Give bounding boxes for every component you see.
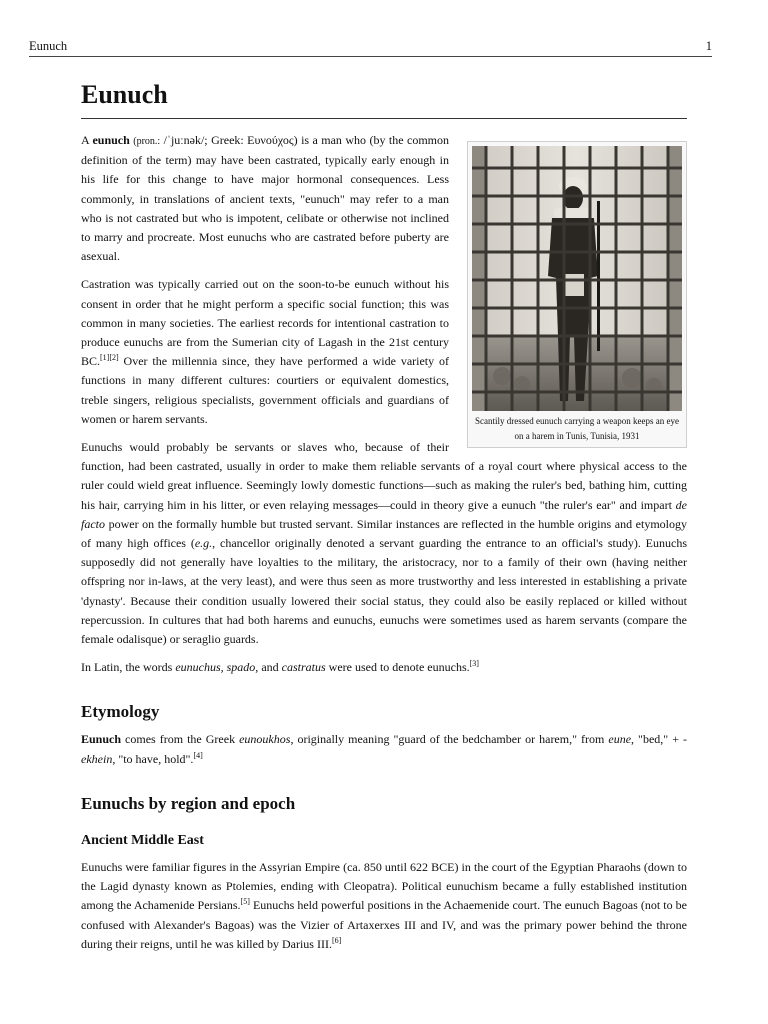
servants-text-2: power on the formally humble but trusted servant. Similar instances are reflected in the humble origins and etymology of many high offices ( xyxy=(81,516,687,551)
eg: e.g. xyxy=(194,536,213,551)
etymology-term: Eunuch xyxy=(81,732,122,747)
latin-paragraph xyxy=(81,658,687,677)
ref-6[interactable]: [6] xyxy=(331,935,342,945)
ancient-paragraph xyxy=(81,858,687,954)
ref-4[interactable]: [4] xyxy=(193,750,203,760)
castration-text-rest: Over the millennia since, they have performed a wide variety of functions in many different cultures: courtiers or equivalent domestics, treble singers, religious specialists, government officials and guardians of women or harem servants. xyxy=(81,354,449,426)
etymology-ekhein: ekhein xyxy=(81,751,113,766)
ancient-t1: Eunuchs were familiar figures in the Assyrian Empire (ca. 850 until 622 BCE) in the court of the Egyptian Pharaohs (down to the Lagid dynasty known as Ptolemies, ending with Cleopatra). Political eunuchism became a fully established institution among the Achamenide Persians. xyxy=(81,859,687,913)
term-eunuch: eunuch xyxy=(92,133,130,147)
etymology-eunoukhos: eunoukhos xyxy=(239,732,291,747)
latin-and: and xyxy=(258,660,282,675)
castration-text: Castration was typically carried out on the soon-to-be eunuch without his consent in order that he might perform a specific social function; this was common in many societies. The earliest records for intentional castration to produce eunuchs are from the Sumerian city of Lagash in the 21st century BC. xyxy=(81,277,449,369)
article-body xyxy=(81,131,687,963)
latin-castratus: castratus xyxy=(281,660,326,675)
pron-link[interactable]: (pron.: xyxy=(133,136,161,147)
running-header xyxy=(29,38,712,54)
header-rule xyxy=(29,56,712,57)
servants-text-3: , chancellor originally denoted a servant guarding the entrance to an official's study). Eunuchs supposedly did not generally have loyalties to the military, the aristocracy, nor to a family of their own (having neither offspring nor in-laws, at the very least), and were thus seen as more trustworthy and less interested in establishing a private 'dynasty'. Because their condition usually lowered their social status, they could also be easily replaced or killed without repercussion. In cultures that had both harems and eunuchs, eunuchs were sometimes used as harem servants (compare the female odalisque) or seraglio guards. xyxy=(81,536,687,647)
etymology-t2: , originally meaning "guard of the bedchamber or harem," from xyxy=(290,732,609,747)
ancient-t2: Eunuchs held powerful positions in the Achaemenide court. The eunuch Bagoas (not to be confused with Alexander's Bagoas) was the Vizier of Artaxerxes III and IV, and was the primary power behind the throne during their reigns, until he was killed by Darius III. xyxy=(81,898,688,951)
ref-5[interactable]: [5] xyxy=(240,897,250,907)
servants-paragraph xyxy=(81,438,687,649)
servants-text-1: Eunuchs would probably be servants or slaves who, because of their function, had been castrated, usually in order to make them reliable servants of a royal court where physical access to the ruler could wield great influence. Seemingly lowly domestic functions—such as making the ruler's bed, bathing him, cutting his hair, carrying him in his litter, or even relaying messages—could in theory give a eunuch "the ruler's ear" and impart xyxy=(81,440,687,512)
ref-3[interactable]: [3] xyxy=(469,659,479,669)
page-number: 1 xyxy=(705,39,712,53)
figure xyxy=(467,141,687,448)
ipa: /ˈjuːnək/; xyxy=(160,133,208,147)
latin-lead: In Latin, the words xyxy=(81,660,176,675)
intro-text: is a man who (by the common definition of the term) may have been castrated, typically early enough in his life for this change to have major hormonal consequences. Less commonly, in translations of ancient texts, "eunuch" may refer to a man who is not castrated but who is impotent, celibate or otherwise not inclined to marry and procreate. Most eunuchs who are castrated before puberty are asexual. xyxy=(81,133,449,264)
figure-caption: Scantily dressed eunuch carrying a weapon keeps an eye on a harem in Tunis, Tunisia, 1931 xyxy=(475,416,679,441)
latin-tail: were used to denote eunuchs. xyxy=(325,660,470,675)
ref-1-2[interactable]: [1][2] xyxy=(100,353,119,363)
heading-ancient-middle-east: Ancient Middle East xyxy=(81,832,204,848)
greek-term: Greek: Ευνούχος) xyxy=(207,133,298,147)
page-title: Eunuch xyxy=(81,80,168,109)
heading-by-region: Eunuchs by region and epoch xyxy=(81,793,296,813)
title-rule xyxy=(81,118,687,119)
etymology-t1: comes from the Greek xyxy=(121,732,240,747)
harem-guard-photo xyxy=(472,146,682,411)
de-facto: de facto xyxy=(81,497,687,531)
etymology-paragraph xyxy=(81,730,687,768)
intro-a: A xyxy=(81,133,93,147)
etymology-t3: , "bed," + - xyxy=(631,732,687,747)
etymology-t4: , "to have, hold". xyxy=(112,751,194,766)
heading-etymology: Etymology xyxy=(81,702,160,722)
etymology-eune: eune xyxy=(608,732,632,747)
latin-words: eunuchus, spado, xyxy=(175,660,259,675)
running-title: Eunuch xyxy=(29,39,68,53)
